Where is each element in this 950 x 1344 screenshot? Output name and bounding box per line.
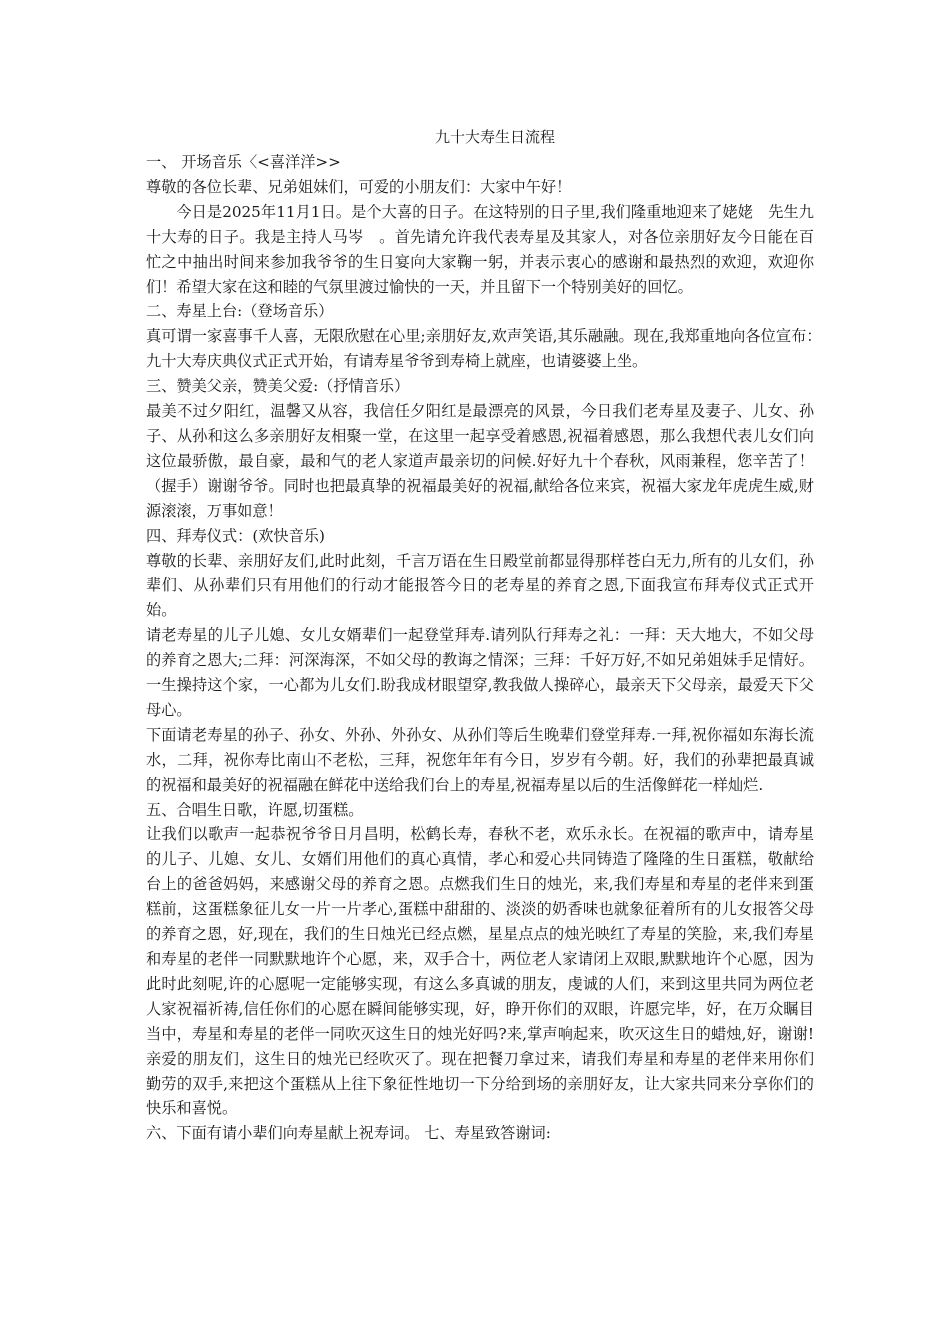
section-heading: 一、 开场音乐〈<喜洋洋>> <box>146 153 341 171</box>
document-page <box>146 124 845 1146</box>
paragraph: 今日是2025年11月1日。是个大喜的日子。在这特别的日子里,我们隆重地迎来了姥姥 先生九十大寿的日子。我是主持人马岑 。首先请允许我代表寿星及其家人，对各位亲朋好友今日能在百忙之中抽出时间来参加我爷爷的生日宴向大家鞠一躬，并表示衷心的感谢和最热烈的欢迎，欢迎你们！希望大家在这和睦的气氛里渡过愉快的一天，并且留下一个特别美好的回忆。 <box>146 202 814 296</box>
paragraph: 尊敬的长辈、亲朋好友们,此时此刻，千言万语在生日殿堂前都显得那样苍白无力,所有的儿女们，孙辈们、从孙辈们只有用他们的行动才能报答今日的老寿星的养育之恩,下面我宣布拜寿仪式正式开始。 <box>146 551 814 620</box>
paragraph: 请老寿星的儿子儿媳、女儿女婿辈们一起登堂拜寿.请列队行拜寿之礼：一拜：天大地大，不如父母的养育之恩大;二拜：河深海深，不如父母的教诲之情深；三拜：千好万好,不如兄弟姐妹手足情好。一生操持这个家，一心都为儿女们.盼我成材眼望穿,教我做人操碎心，最亲天下父母亲，最爱天下父母心。 <box>146 626 814 719</box>
section-heading: 二、寿星上台:（登场音乐） <box>146 302 334 321</box>
section-heading: 六、下面有请小辈们向寿星献上祝寿词。 七、寿星致答谢词: <box>146 1124 551 1143</box>
section-heading: 三、赞美父亲，赞美父爱:（抒情音乐） <box>146 377 410 396</box>
paragraph: 最美不过夕阳红，温馨又从容，我信任夕阳红是最漂亮的风景，今日我们老寿星及妻子、儿女、孙子、从孙和这么多亲朋好友相聚一堂，在这里一起享受着感恩,祝福着感恩，那么我想代表儿女们向这位最骄傲，最自豪，最和气的老人家道声最亲切的问候.好好九十个春秋，风雨兼程，您辛苦了！ （握手）谢谢爷爷。同时也把最真挚的祝福最美好的祝福,献给各位来宾，祝福大家龙年虎虎生威,财源滚滚，万事如意！ <box>146 402 830 520</box>
paragraph: 下面请老寿星的孙子、孙女、外孙、外孙女、从孙们等后生晚辈们登堂拜寿.一拜,祝你福如东海长流水，二拜，祝你寿比南山不老松，三拜，祝您年年有今日，岁岁有今朝。好，我们的孙辈把最真诚的祝福和最美好的祝福融在鲜花中送给我们台上的寿星,祝福寿星以后的生活像鲜花一样灿烂. <box>146 725 814 794</box>
section-heading: 四、拜寿仪式：(欢快音乐) <box>146 526 325 545</box>
paragraph: 真可谓一家喜事千人喜，无限欣慰在心里;亲朋好友,欢声笑语,其乐融融。现在,我郑重地向各位宣布： 九十大寿庆典仪式正式开始，有请寿星爷爷到寿椅上就座，也请婆婆上坐。 <box>146 327 845 371</box>
paragraph: 尊敬的各位长辈、兄弟姐妹们，可爱的小朋友们：大家中午好！ <box>146 177 572 196</box>
paragraph: 让我们以歌声一起恭祝爷爷日月昌明，松鹤长寿，春秋不老，欢乐永长。在祝福的歌声中，请寿星的儿子、儿媳、女儿、女婿们用他们的真心真情，孝心和爱心共同铸造了隆隆的生日蛋糕，敬献给台上的爸爸妈妈，来感谢父母的养育之恩。点燃我们生日的烛光，来,我们寿星和寿星的老伴来到蛋糕前，这蛋糕象征儿女一片一片孝心,蛋糕中甜甜的、淡淡的奶香味也就象征着所有的儿女报答父母的养育之恩，好,现在，我们的生日烛光已经点燃，星星点点的烛光映红了寿星的笑脸，来,我们寿星和寿星的老伴一同默默地许个心愿，来，双手合十，两位老人家请闭上双眼,默默地许个心愿，因为此时此刻呢,许的心愿呢一定能够实现，有这么多真诚的朋友，虔诚的人们，来到这里共同为两位老人家祝福祈祷,信任你们的心愿在瞬间能够实现，好，睁开你们的双眼，许愿完毕，好，在万众瞩目当中，寿星和寿星的老伴一同吹灭这生日的烛光好吗?来,掌声响起来，吹灭这生日的蜡烛,好，谢谢!亲爱的朋友们，这生日的烛光已经吹灭了。现在把餐刀拿过来，请我们寿星和寿星的老伴来用你们勤劳的双手,来把这个蛋糕从上往下象征性地切一下分给到场的亲朋好友，让大家共同来分享你们的快乐和喜悦。 <box>146 825 814 1118</box>
section-heading: 五、合唱生日歌，许愿,切蛋糕。 <box>146 800 364 819</box>
document-title: 九十大寿生日流程 <box>434 128 555 146</box>
